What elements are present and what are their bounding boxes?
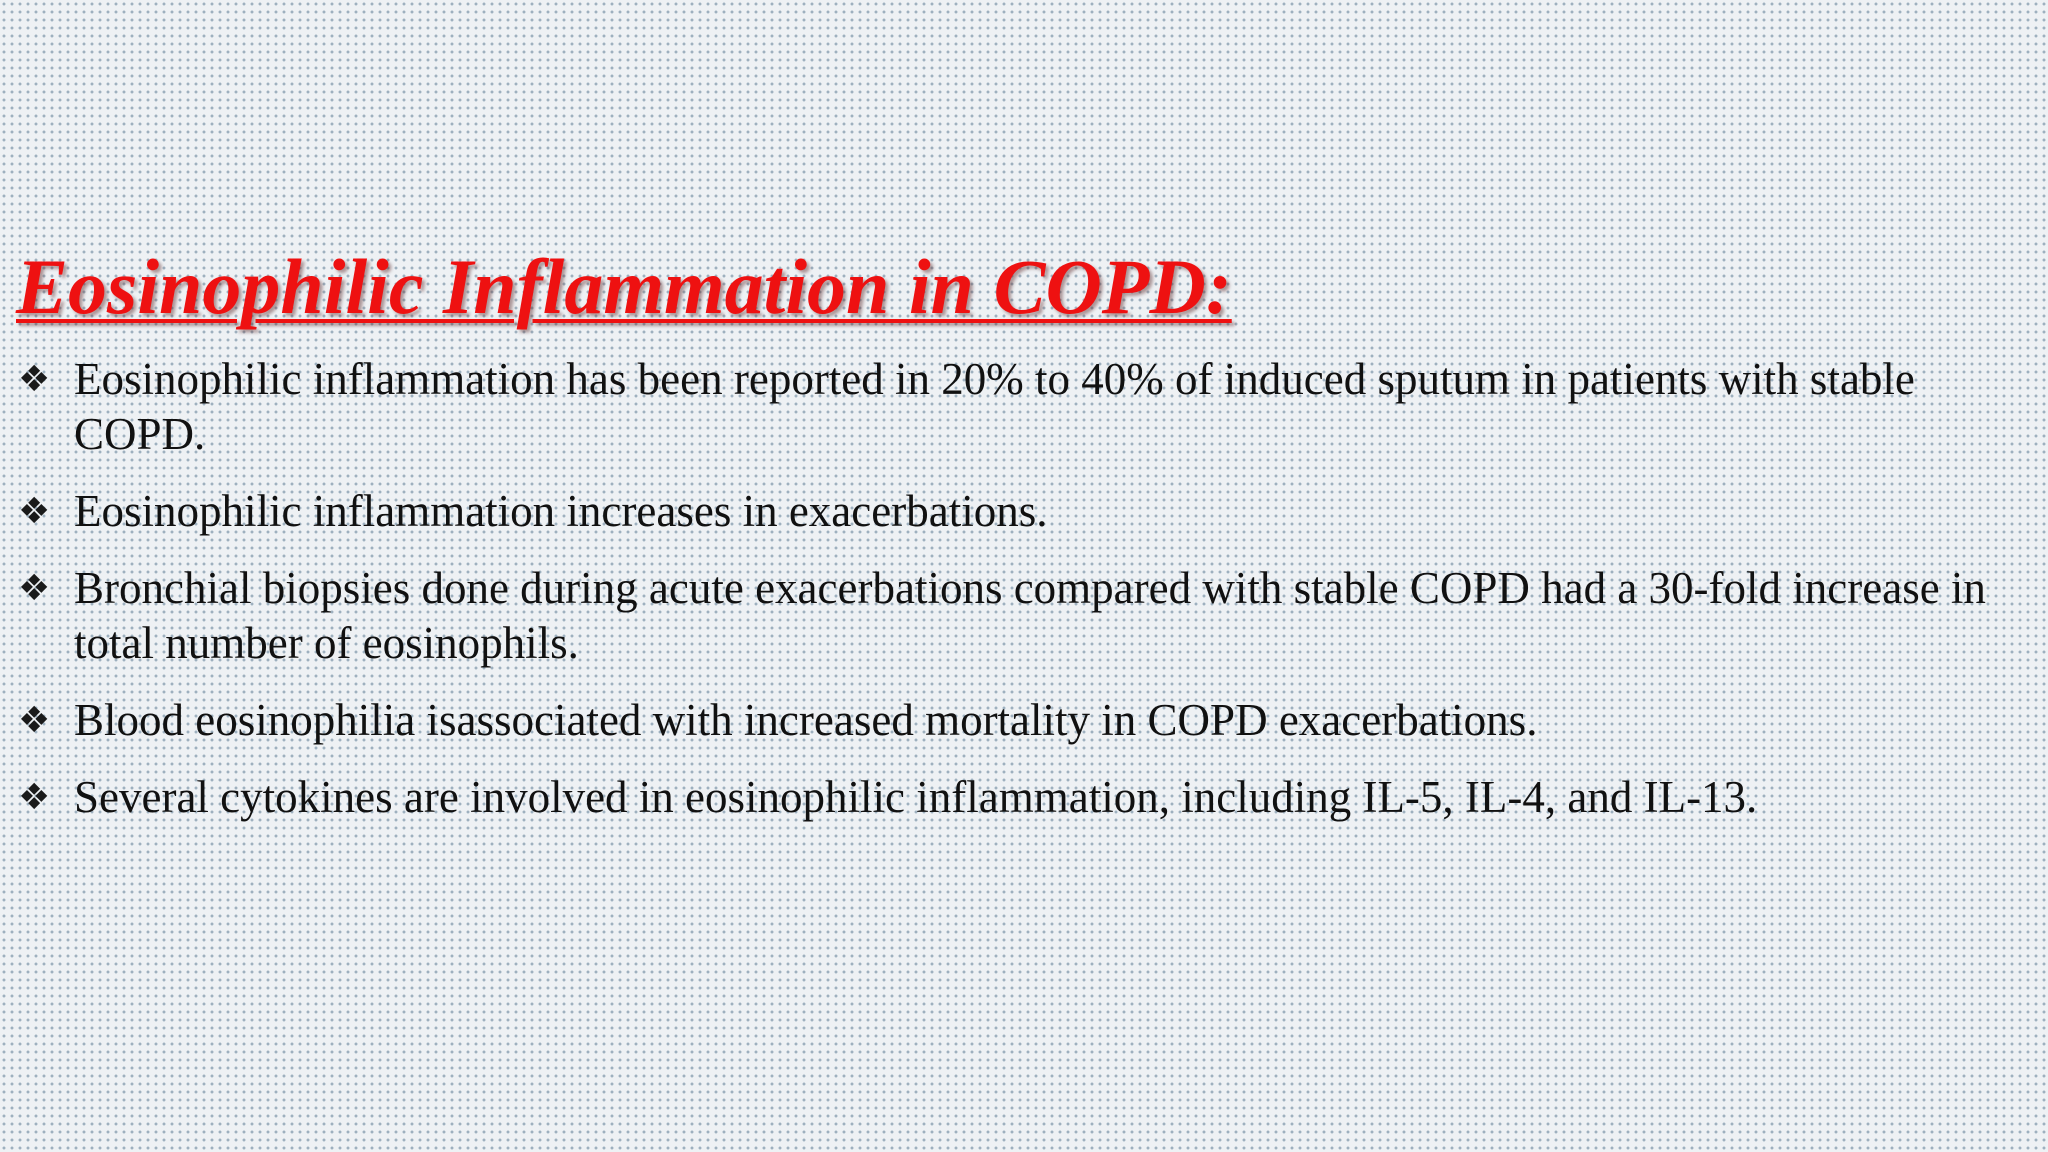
- list-item: [18, 770, 2028, 825]
- bullet-text: Eosinophilic inflammation has been reported in 20% to 40% of induced sputum in patients with stable COPD.: [74, 354, 1915, 459]
- diamond-bullet-icon: ❖: [18, 777, 51, 818]
- diamond-bullet-icon: ❖: [18, 359, 51, 400]
- list-item: [18, 352, 2028, 462]
- slide-title: Eosinophilic Inflammation in COPD:: [16, 243, 1232, 330]
- diamond-bullet-icon: ❖: [18, 700, 51, 741]
- bullet-text: Eosinophilic inflammation increases in exacerbations.: [74, 486, 1048, 536]
- bullet-text: Blood eosinophilia isassociated with increased mortality in COPD exacerbations.: [74, 695, 1538, 745]
- bullet-text: Several cytokines are involved in eosinophilic inflammation, including IL-5, IL-4, and IL-13.: [74, 772, 1758, 822]
- list-item: [18, 693, 2028, 748]
- bullet-list: [18, 352, 2028, 847]
- bullet-text: Bronchial biopsies done during acute exacerbations compared with stable COPD had a 30-fold increase in total number of eosinophils.: [74, 563, 1986, 668]
- list-item: [18, 561, 2028, 671]
- diamond-bullet-icon: ❖: [18, 568, 51, 609]
- list-item: [18, 484, 2028, 539]
- diamond-bullet-icon: ❖: [18, 491, 51, 532]
